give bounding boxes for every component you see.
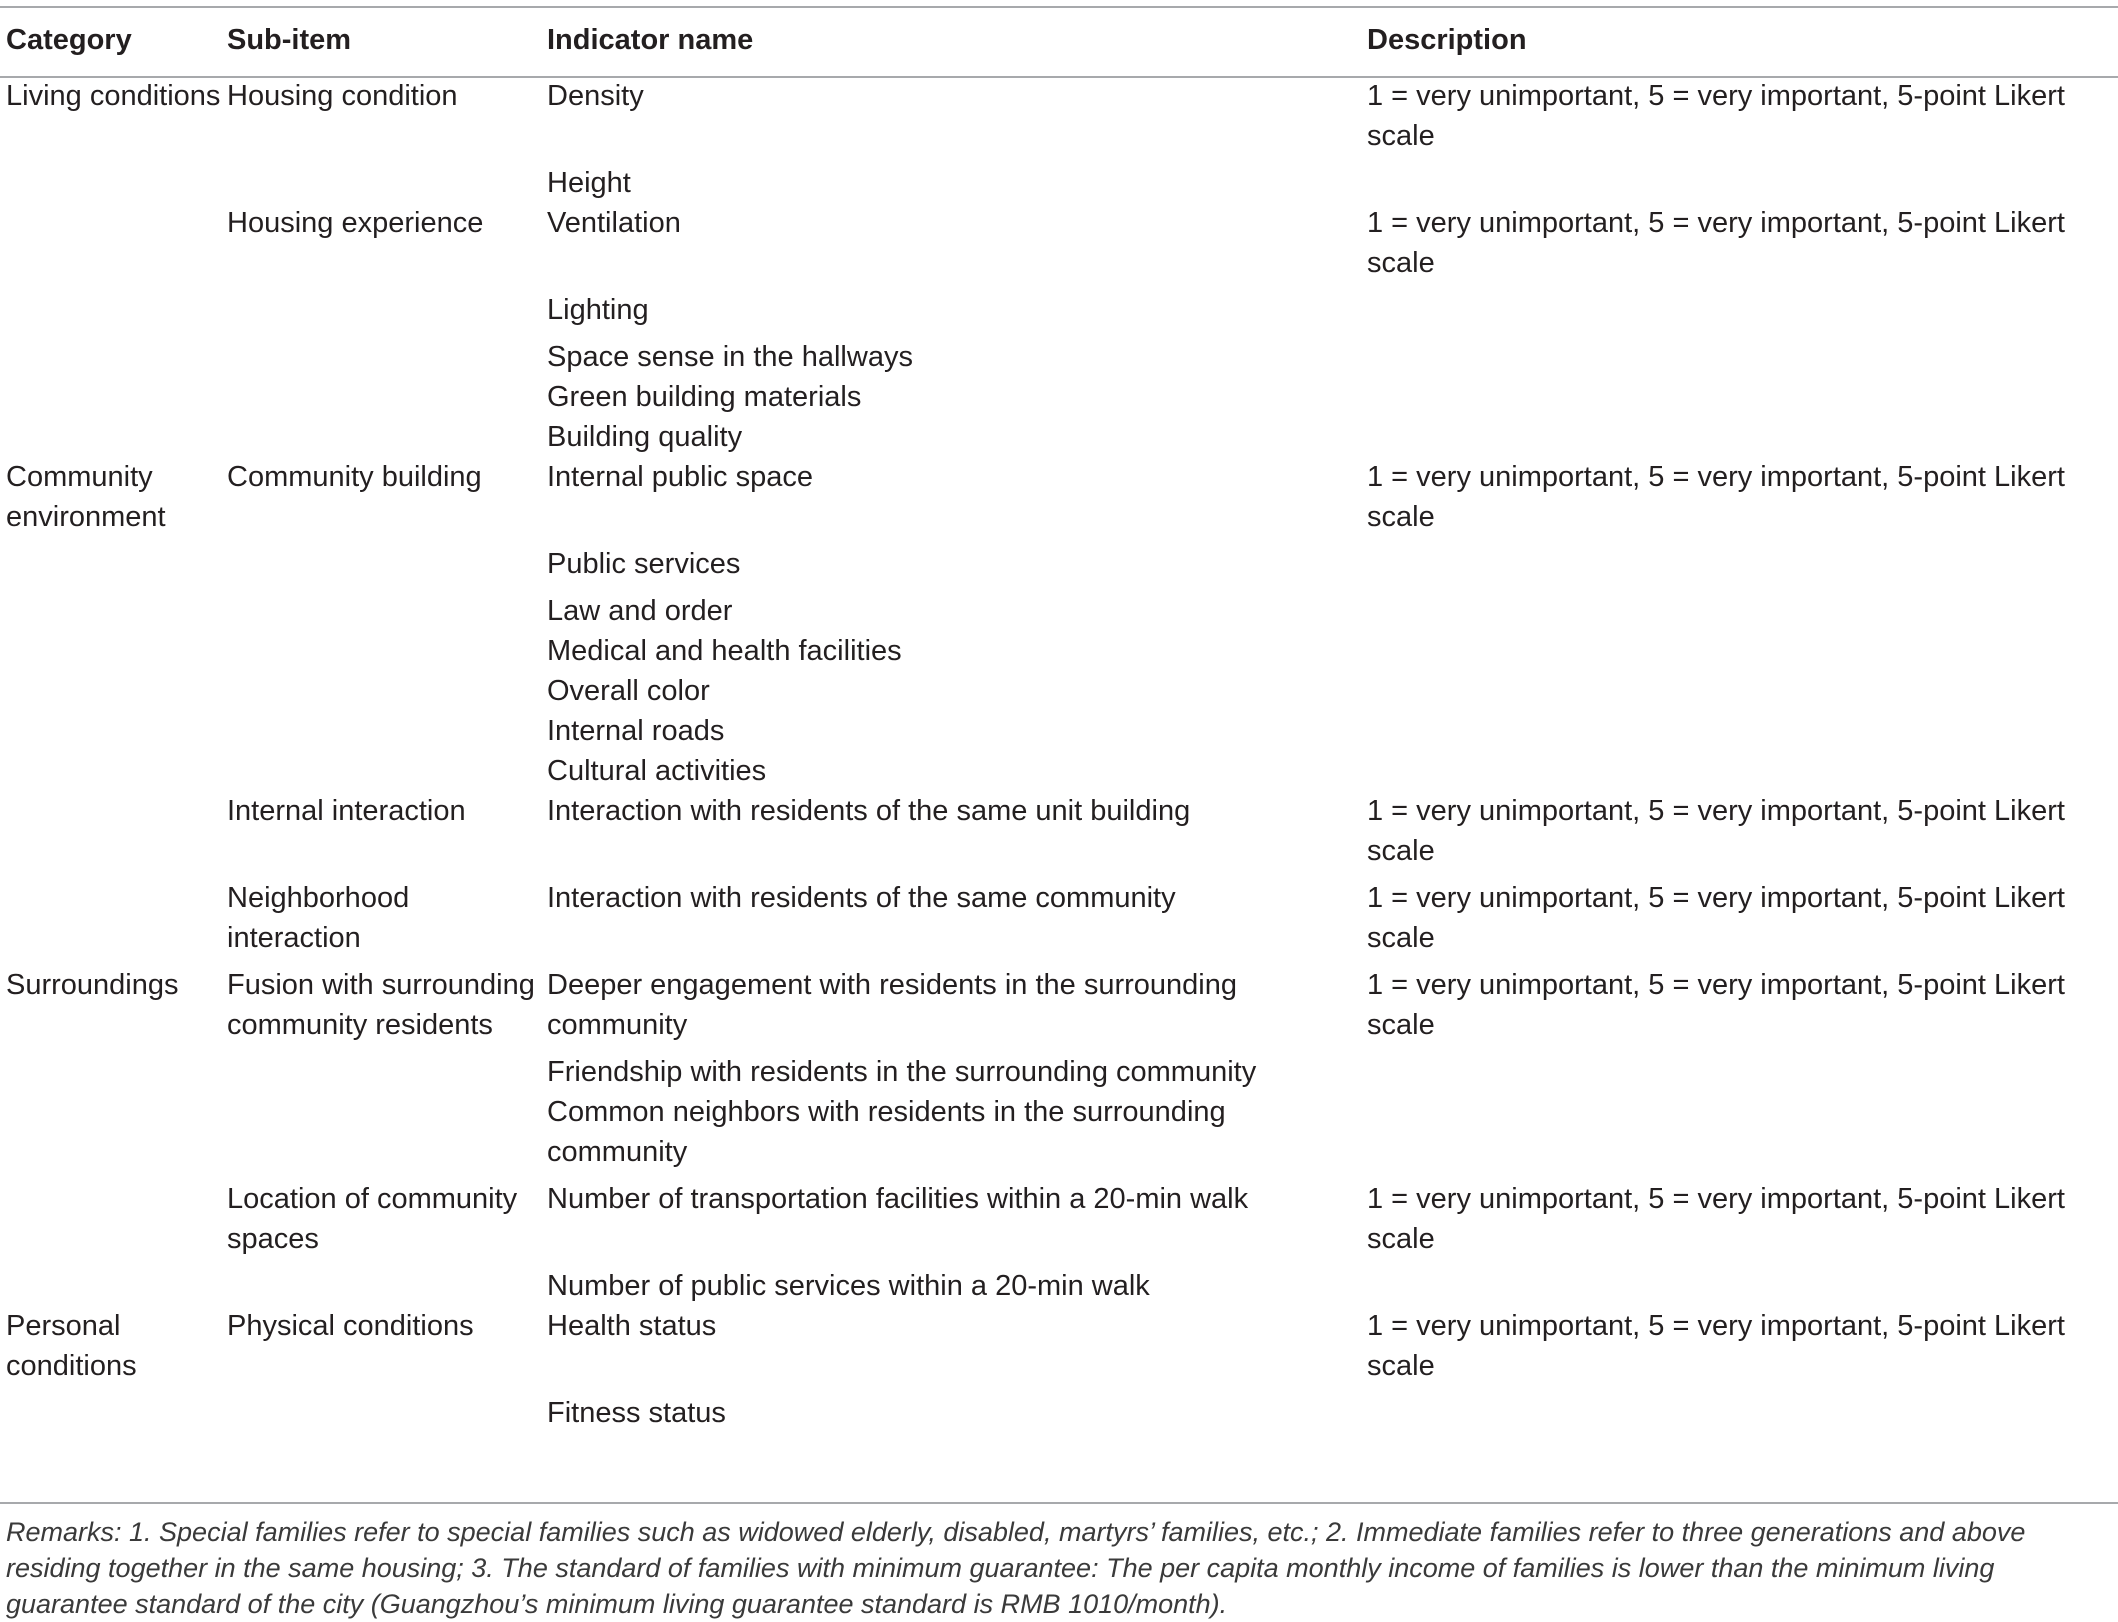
cell-description bbox=[1361, 1092, 2118, 1179]
cell-subitem bbox=[221, 290, 541, 337]
cell-description bbox=[1361, 711, 2118, 751]
cell-subitem: Housing experience bbox=[227, 207, 484, 239]
cell-indicator-name: Fitness status bbox=[547, 1397, 726, 1429]
cell-description bbox=[1361, 337, 2118, 377]
table-remarks: Remarks: 1. Special families refer to special families such as widowed elderly, disabled, martyrs’ families, etc.; 2. Immediate families refer to three generations and above residing together in the same housing; 3. The standard of families with minimum guarantee: The per capita monthly income of families is lower than the minimum living guarantee standard of the city (Guangzhou’s minimum living guarantee standard is RMB 1010/month). bbox=[6, 1517, 2026, 1619]
cell-indicator-name: Space sense in the hallways bbox=[547, 341, 913, 373]
table-row bbox=[0, 163, 2118, 203]
cell-indicator-name: Deeper engagement with residents in the surrounding community bbox=[547, 969, 1237, 1041]
header-indicator-name: Indicator name bbox=[547, 24, 754, 56]
cell-indicator-name: Density bbox=[547, 80, 644, 112]
cell-category: Personal conditions bbox=[6, 1310, 137, 1382]
table-row bbox=[0, 290, 2118, 337]
cell-subitem bbox=[221, 377, 541, 417]
cell-indicator-name: Green building materials bbox=[547, 381, 862, 413]
cell-indicator-name: Common neighbors with residents in the surrounding community bbox=[547, 1096, 1226, 1168]
top-rule bbox=[0, 6, 2118, 8]
cell-subitem bbox=[221, 1266, 541, 1306]
table-row bbox=[0, 1393, 2118, 1433]
cell-category bbox=[0, 1179, 221, 1266]
cell-description bbox=[1361, 1052, 2118, 1092]
cell-category bbox=[0, 711, 221, 751]
cell-description: 1 = very unimportant, 5 = very important, 5-point Likert scale bbox=[1367, 969, 2065, 1041]
table-header bbox=[0, 20, 2118, 76]
cell-description bbox=[1361, 631, 2118, 671]
cell-indicator-name: Overall color bbox=[547, 675, 710, 707]
cell-category: Surroundings bbox=[6, 969, 179, 1001]
cell-description bbox=[1361, 1266, 2118, 1306]
cell-description bbox=[1361, 163, 2118, 203]
table-row bbox=[0, 1306, 2118, 1393]
cell-description bbox=[1361, 671, 2118, 711]
cell-subitem: Location of community spaces bbox=[227, 1183, 518, 1255]
cell-description: 1 = very unimportant, 5 = very important, 5-point Likert scale bbox=[1367, 461, 2065, 533]
header-description: Description bbox=[1367, 24, 1527, 56]
cell-indicator-name: Number of public services within a 20-min walk bbox=[547, 1270, 1150, 1302]
cell-description bbox=[1361, 751, 2118, 791]
cell-description: 1 = very unimportant, 5 = very important, 5-point Likert scale bbox=[1367, 207, 2065, 279]
cell-subitem: Community building bbox=[227, 461, 482, 493]
cell-indicator-name: Interaction with residents of the same unit building bbox=[547, 795, 1191, 827]
cell-category bbox=[0, 203, 221, 290]
indicator-table bbox=[0, 20, 2118, 1433]
cell-subitem bbox=[221, 337, 541, 377]
cell-description bbox=[1361, 544, 2118, 591]
cell-indicator-name: Height bbox=[547, 167, 631, 199]
cell-indicator-name: Friendship with residents in the surrounding community bbox=[547, 1056, 1257, 1088]
cell-category: Community environment bbox=[6, 461, 166, 533]
cell-category bbox=[0, 671, 221, 711]
cell-indicator-name: Medical and health facilities bbox=[547, 635, 902, 667]
cell-subitem bbox=[221, 1393, 541, 1433]
cell-description bbox=[1361, 1393, 2118, 1433]
table-row bbox=[0, 1266, 2118, 1306]
table-row bbox=[0, 1052, 2118, 1092]
cell-subitem: Housing condition bbox=[227, 80, 458, 112]
cell-indicator-name: Number of transportation facilities within a 20-min walk bbox=[547, 1183, 1249, 1215]
table-row bbox=[0, 76, 2118, 163]
cell-indicator-name: Cultural activities bbox=[547, 755, 767, 787]
cell-category bbox=[0, 791, 221, 878]
cell-category bbox=[0, 417, 221, 457]
cell-indicator-name: Law and order bbox=[547, 595, 733, 627]
cell-subitem: Physical conditions bbox=[227, 1310, 474, 1342]
cell-description: 1 = very unimportant, 5 = very important, 5-point Likert scale bbox=[1367, 1183, 2065, 1255]
cell-category bbox=[0, 290, 221, 337]
cell-category bbox=[0, 163, 221, 203]
cell-category bbox=[0, 1393, 221, 1433]
cell-description bbox=[1361, 591, 2118, 631]
table-row bbox=[0, 377, 2118, 417]
cell-indicator-name: Internal roads bbox=[547, 715, 725, 747]
cell-category: Living conditions bbox=[6, 80, 221, 112]
cell-category bbox=[0, 631, 221, 671]
cell-category bbox=[0, 544, 221, 591]
cell-indicator-name: Building quality bbox=[547, 421, 743, 453]
cell-subitem bbox=[221, 544, 541, 591]
cell-description: 1 = very unimportant, 5 = very important, 5-point Likert scale bbox=[1367, 795, 2065, 867]
cell-indicator-name: Lighting bbox=[547, 294, 649, 326]
table-row bbox=[0, 965, 2118, 1052]
cell-subitem: Fusion with surrounding community residents bbox=[227, 969, 535, 1041]
cell-category bbox=[0, 1052, 221, 1092]
cell-subitem bbox=[221, 163, 541, 203]
cell-description: 1 = very unimportant, 5 = very important, 5-point Likert scale bbox=[1367, 882, 2065, 954]
table-row bbox=[0, 791, 2118, 878]
cell-category bbox=[0, 751, 221, 791]
table-row bbox=[0, 1179, 2118, 1266]
cell-subitem bbox=[221, 711, 541, 751]
cell-description bbox=[1361, 290, 2118, 337]
cell-subitem bbox=[221, 631, 541, 671]
bottom-rule bbox=[0, 1502, 2118, 1504]
header-category: Category bbox=[6, 24, 132, 56]
cell-indicator-name: Health status bbox=[547, 1310, 717, 1342]
cell-indicator-name: Internal public space bbox=[547, 461, 813, 493]
table-body bbox=[0, 76, 2118, 1433]
cell-subitem bbox=[221, 751, 541, 791]
header-row bbox=[0, 20, 2118, 76]
table-row bbox=[0, 591, 2118, 631]
table-row bbox=[0, 337, 2118, 377]
cell-subitem bbox=[221, 591, 541, 631]
cell-indicator-name: Public services bbox=[547, 548, 741, 580]
cell-category bbox=[0, 1092, 221, 1179]
cell-category bbox=[0, 377, 221, 417]
table-row bbox=[0, 203, 2118, 290]
cell-subitem bbox=[221, 1052, 541, 1092]
cell-category bbox=[0, 591, 221, 631]
cell-subitem bbox=[221, 671, 541, 711]
table-row bbox=[0, 417, 2118, 457]
table-row bbox=[0, 631, 2118, 671]
cell-category bbox=[0, 878, 221, 965]
table-row bbox=[0, 457, 2118, 544]
table-row bbox=[0, 751, 2118, 791]
table-row bbox=[0, 544, 2118, 591]
cell-indicator-name: Interaction with residents of the same community bbox=[547, 882, 1176, 914]
cell-indicator-name: Ventilation bbox=[547, 207, 681, 239]
cell-description: 1 = very unimportant, 5 = very important, 5-point Likert scale bbox=[1367, 1310, 2065, 1382]
cell-subitem bbox=[221, 1092, 541, 1179]
cell-description bbox=[1361, 417, 2118, 457]
cell-description bbox=[1361, 377, 2118, 417]
cell-subitem: Internal interaction bbox=[227, 795, 466, 827]
cell-subitem: Neighborhood interaction bbox=[227, 882, 410, 954]
cell-category bbox=[0, 337, 221, 377]
table-row bbox=[0, 878, 2118, 965]
table-row bbox=[0, 711, 2118, 751]
cell-subitem bbox=[221, 417, 541, 457]
header-subitem: Sub-item bbox=[227, 24, 352, 56]
table-row bbox=[0, 671, 2118, 711]
cell-description: 1 = very unimportant, 5 = very important, 5-point Likert scale bbox=[1367, 80, 2065, 152]
cell-category bbox=[0, 1266, 221, 1306]
table-row bbox=[0, 1092, 2118, 1179]
